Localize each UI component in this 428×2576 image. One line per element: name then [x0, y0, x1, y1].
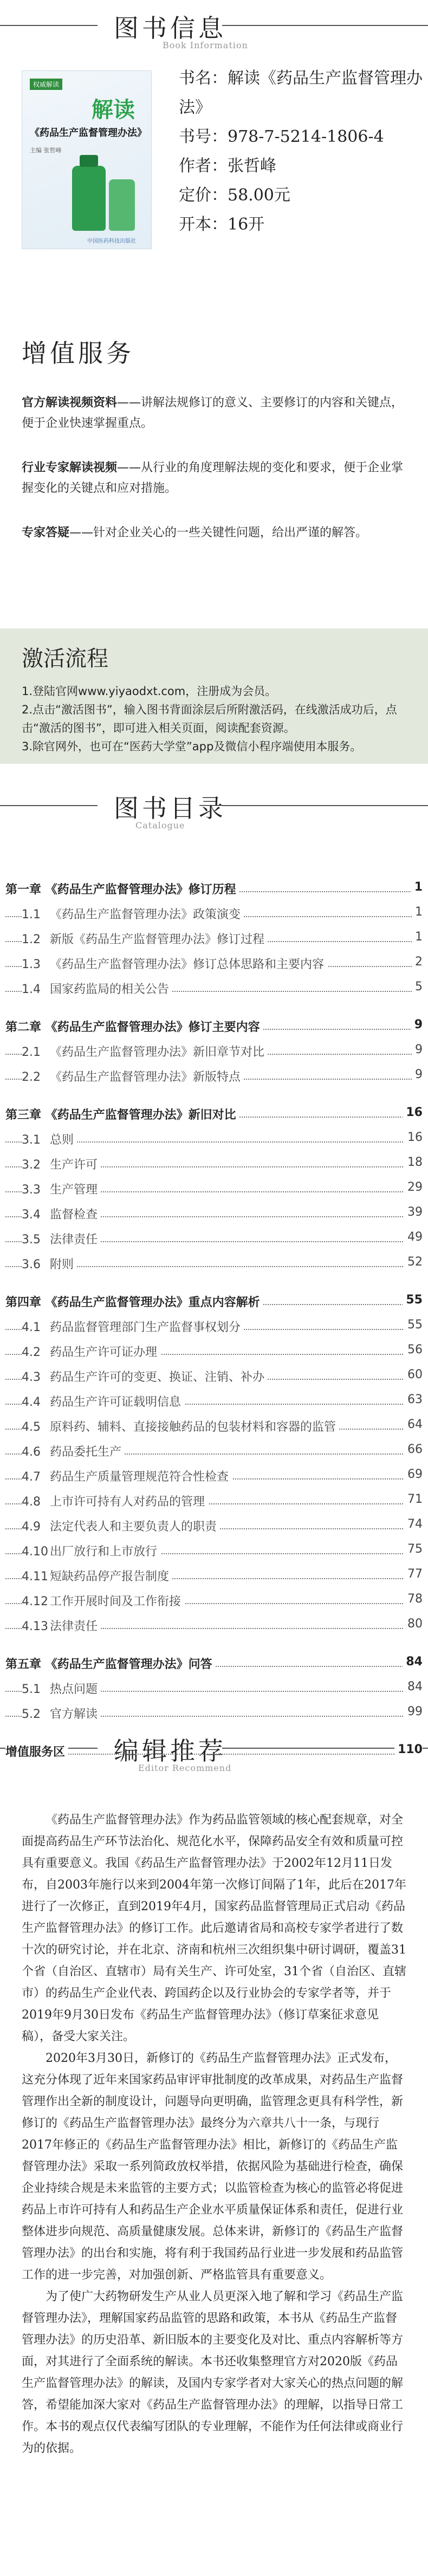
toc-entry-text: 生产许可: [50, 1158, 98, 1172]
editor-title: 编辑推荐: [114, 1736, 226, 1766]
toc-page-number: 18: [404, 1156, 423, 1169]
toc-section-row: [5, 1512, 423, 1537]
toc-page-number: 49: [404, 1230, 423, 1244]
toc-page-number: 63: [404, 1393, 423, 1406]
toc-page-number: 1: [411, 880, 423, 894]
toc-entry-number: 1.3: [22, 958, 41, 971]
toc-section-row: [5, 1225, 423, 1250]
toc-entry-number: 4.10: [22, 1545, 48, 1559]
toc-page-number: 5: [412, 980, 423, 994]
toc-entry-title: [22, 1205, 101, 1222]
toc-page-number: 16: [403, 1106, 423, 1119]
toc-page-number: 55: [404, 1318, 423, 1332]
toc-page-number: 84: [404, 1680, 423, 1693]
header-line-right: [222, 805, 428, 806]
toc-entry-title: [5, 1106, 239, 1122]
toc-chapter-row: [5, 1650, 423, 1675]
toc-section-row: [5, 1037, 423, 1062]
toc-section-row: [5, 1675, 423, 1699]
value-item-text: ——针对企业关心的一些关键性问题，给出严谨的解答。: [69, 526, 368, 540]
toc-page-number: 9: [412, 1068, 423, 1081]
book-info-subtitle: Book Information: [163, 40, 248, 50]
value-item-label: 行业专家解读视频: [22, 461, 118, 475]
toc-entry-text: 工作开展时间及工作衔接: [50, 1595, 181, 1608]
toc-section-row: [5, 1537, 423, 1562]
toc-entry-title: [22, 1230, 101, 1247]
toc-entry-title: [22, 1542, 160, 1559]
toc-entry-title: [5, 1293, 263, 1310]
toc-entry-title: [5, 880, 239, 897]
toc-entry-text: 《药品生产监督管理办法》新旧章节对比: [50, 1046, 265, 1059]
toc-entry-title: [22, 1156, 101, 1172]
toc-subtitle: Catalogue: [135, 820, 185, 830]
toc-section-row: [5, 1587, 423, 1612]
toc-page-number: 64: [404, 1418, 423, 1431]
toc-list: [5, 875, 423, 1762]
toc-header: [0, 780, 428, 845]
toc-page-number: 29: [404, 1180, 423, 1194]
toc-entry-text: 药品委托生产: [50, 1445, 122, 1459]
toc-page-number: 39: [404, 1205, 423, 1219]
cover-title: 《药品生产监督管理办法》: [30, 127, 147, 139]
activation-box: [0, 628, 428, 764]
toc-entry-text: 监督检查: [50, 1208, 98, 1222]
activation-step-1: 1.登陆官网www.yiyaodxt.com，注册成为会员。: [22, 685, 277, 698]
toc-entry-title: [22, 1068, 244, 1085]
toc-entry-title: [22, 1418, 339, 1435]
toc-page-number: 60: [404, 1368, 423, 1381]
toc-section-row: [5, 1250, 423, 1275]
toc-section-row: [5, 975, 423, 1000]
toc-entry-number: 3.2: [22, 1158, 41, 1172]
toc-entry-number: 1.4: [22, 983, 41, 996]
toc-entry-title: [22, 1468, 232, 1484]
book-info-section: [0, 0, 428, 325]
toc-entry-number: 5.2: [22, 1708, 41, 1721]
toc-entry-title: [22, 1393, 184, 1410]
cover-jiedu: 解读: [92, 97, 135, 122]
toc-entry-text: 药品生产许可证办理: [50, 1346, 158, 1359]
toc-entry-number: 4.6: [22, 1445, 41, 1459]
toc-title: 图书目录: [114, 794, 226, 823]
toc-entry-title: [22, 1343, 160, 1360]
toc-entry-text: 法律责任: [50, 1620, 98, 1633]
toc-entry-title: [22, 1680, 101, 1697]
toc-section-row: [5, 1150, 423, 1175]
toc-section-row: [5, 1487, 423, 1512]
toc-section-row: [5, 1612, 423, 1637]
toc-section-row: [5, 925, 423, 950]
book-info-list: [179, 64, 428, 239]
value-item-label: 官方解读视频资料: [22, 396, 118, 410]
toc-entry-title: [22, 980, 172, 997]
toc-entry-number: 2.2: [22, 1070, 41, 1084]
toc-page-number: 80: [404, 1617, 423, 1631]
toc-entry-text: 法律责任: [50, 1233, 98, 1247]
toc-entry-text: 出厂放行和上市放行: [50, 1545, 158, 1559]
toc-page-number: 71: [404, 1493, 423, 1506]
toc-entry-text: 官方解读: [50, 1708, 98, 1721]
toc-entry-number: 3.3: [22, 1183, 41, 1197]
activation-title: 激活流程: [22, 646, 108, 671]
cover-publisher: 中国医药科技出版社: [87, 238, 136, 244]
toc-entry-text: 《药品生产监督管理办法》修订总体思路和主要内容: [50, 958, 325, 971]
toc-page-number: 1: [412, 930, 423, 944]
value-added-header: [0, 325, 428, 390]
toc-entry-text: 总则: [50, 1133, 74, 1147]
medicine-bottle-icon: [72, 166, 106, 231]
toc-page-number: 78: [404, 1592, 423, 1606]
toc-entry-title: [22, 1705, 101, 1722]
toc-page-number: 84: [403, 1655, 423, 1669]
toc-page-number: 99: [404, 1705, 423, 1718]
toc-page-number: 69: [404, 1468, 423, 1481]
toc-entry-text: 附则: [50, 1258, 74, 1271]
toc-entry-number: 1.1: [22, 908, 41, 922]
toc-section-row: [5, 1362, 423, 1387]
editor-paragraph: 2020年3月30日，新修订的《药品生产监督管理办法》正式发布，这充分体现了近年来国家药品审评审批制度的改革成果，对药品生产监督管理作出全新的制度设计，问题导向更明确，监管理念更具有科学性，新修订的《药品生产监督管理办法》最终分为六章共八十一条，与现行2017年修正的《药品生产监督管理办法》相比，新修订的《药品生产监督管理办法》采取一系列简政放权举措，依据风险为基础进行检查，确保企业持续合规是未来监管的主要方式；以监管检查为核心的监管必将促进药品上市许可持有人和药品生产企业水平质量保证体系和责任，促进行业整体进步向规范、高质量健康发展。总体来讲，新修订的《药品生产监督管理办法》的出台和实施，将有利于我国药品行业进一步发展和药品监管工作的进一步完善，对加强创新、严格监管具有重要意义。: [22, 2052, 404, 2282]
toc-entry-text: 药品生产质量管理规范符合性检查: [50, 1470, 229, 1484]
toc-entry-title: [22, 1318, 244, 1335]
toc-entry-title: [22, 1443, 125, 1459]
toc-chapter-row: [5, 1013, 423, 1037]
toc-chapter-row: [5, 875, 423, 900]
toc-entry-number: 4.12: [22, 1595, 48, 1608]
toc-entry-text: 法定代表人和主要负责人的职责: [50, 1520, 217, 1534]
toc-section-row: [5, 1175, 423, 1200]
value-added-title: 增值服务: [22, 339, 134, 368]
toc-entry-text: 第三章 《药品生产监督管理办法》新旧对比: [5, 1108, 236, 1122]
toc-entry-text: 《药品生产监督管理办法》政策演变: [50, 908, 241, 922]
toc-entry-number: 4.9: [22, 1520, 41, 1534]
value-item-label: 专家答疑: [22, 526, 70, 540]
toc-page-number: 9: [411, 1018, 423, 1031]
toc-entry-text: 第四章 《药品生产监督管理办法》重点内容解析: [5, 1296, 260, 1309]
toc-section-row: [5, 1125, 423, 1150]
toc-entry-text: 新版《药品生产监督管理办法》修订过程: [50, 933, 265, 946]
toc-page-number: 74: [404, 1517, 423, 1531]
book-author-field: 作者：张哲峰: [179, 157, 276, 176]
book-info-header: [0, 0, 428, 65]
toc-entry-number: 4.4: [22, 1396, 41, 1409]
toc-page-number: 52: [404, 1255, 423, 1269]
toc-entry-text: 第五章 《药品生产监督管理办法》问答: [5, 1658, 212, 1671]
editor-paragraph: 为了使广大药物研发生产从业人员更深入地了解和学习《药品生产监督管理办法》，理解国家药品监管的思路和政策，本书从《药品生产监督管理办法》的历史沿革、新旧版本的主要变化及对比、重点内容解析等方面，对其进行了全面系统的解读。本书还收集整理官方对2020版《药品生产监督管理办法》的解读，及国内专家学者对大家关心的热点问题的解答，希望能加深大家对《药品生产监督管理办法》的理解，以指导日常工作。本书的观点仅代表编写团队的专业理解，不能作为任何法律或商业行为的依据。: [22, 2290, 404, 2455]
toc-page-number: 9: [412, 1043, 423, 1056]
value-added-section: [0, 325, 428, 628]
toc-entry-text: 第一章 《药品生产监督管理办法》修订历程: [5, 883, 236, 897]
header-line-left: [0, 25, 98, 26]
toc-entry-number: 5.1: [22, 1683, 41, 1696]
toc-entry-number: 3.5: [22, 1233, 41, 1247]
editor-body: [22, 1809, 406, 2460]
book-info-title: 图书信息: [114, 14, 226, 43]
toc-entry-title: [22, 1592, 184, 1609]
toc-entry-title: [22, 1255, 77, 1272]
toc-section-row: [5, 950, 423, 975]
toc-entry-number: 4.1: [22, 1321, 41, 1334]
activation-step-3: 3.除官网外，也可在“医药大学堂”app及微信小程序端使用本服务。: [22, 740, 362, 753]
toc-chapter-row: [5, 1288, 423, 1313]
header-line-left: [0, 805, 98, 806]
toc-section-row: [5, 1062, 423, 1087]
book-format-field: 开本：16开: [179, 215, 265, 234]
book-price-field: 定价：58.00元: [179, 186, 290, 205]
toc-section-row: [5, 1200, 423, 1225]
toc-entry-title: [22, 1617, 101, 1634]
toc-page-number: 66: [404, 1443, 423, 1456]
cover-author: 主编 张哲峰: [30, 147, 62, 154]
toc-entry-number: 3.6: [22, 1258, 41, 1271]
header-line-right: [222, 25, 428, 26]
toc-entry-title: [22, 930, 268, 947]
toc-entry-text: 上市许可持有人对药品的管理: [50, 1495, 205, 1509]
toc-page-number: 110: [394, 1743, 423, 1756]
toc-entry-number: 4.5: [22, 1420, 41, 1434]
toc-section-row: [5, 900, 423, 925]
toc-entry-title: [22, 1517, 220, 1534]
toc-page-number: 16: [404, 1131, 423, 1144]
toc-section-row: [5, 1562, 423, 1587]
editor-paragraph: 《药品生产监督管理办法》作为药品监管领域的核心配套规章，对全面提高药品生产环节法治化、规范化水平，保障药品安全有效和质量可控具有重要意义。我国《药品生产监督管理办法》于2002年12月11日发布，自2003年施行以来到2004年第一次修订间隔了1年，此后在2017年进行了一次修正，直到2019年4月，国家药品监督管理局正式启动《药品生产监督管理办法》的修订工作。此后邀请省局和高校专家学者进行了数十次的研究讨论，并在北京、济南和杭州三次组织集中研讨调研，覆盖31个省（自治区、直辖市）局有关生产、许可处室，31个省（自治区、直辖市）的药品生产企业代表、跨国药企以及行业协会的专家学者等，并于2019年9月30日发布《药品生产监督管理办法》（修订草案征求意见稿），备受大家关注。: [22, 1813, 406, 2043]
value-item-expert-video: [22, 458, 406, 499]
toc-section-row: [5, 1462, 423, 1487]
toc-entry-text: 生产管理: [50, 1183, 98, 1197]
toc-entry-number: 4.7: [22, 1470, 41, 1484]
toc-section-row: [5, 1387, 423, 1412]
toc-entry-title: [22, 905, 244, 922]
toc-entry-text: 《药品生产监督管理办法》新版特点: [50, 1070, 241, 1084]
toc-entry-number: 4.2: [22, 1346, 41, 1359]
toc-entry-text: 第二章 《药品生产监督管理办法》修订主要内容: [5, 1021, 260, 1034]
toc-page-number: 77: [404, 1567, 423, 1581]
toc-entry-title: [22, 1368, 268, 1385]
toc-section-row: [5, 1437, 423, 1462]
toc-entry-number: 3.4: [22, 1208, 41, 1222]
toc-section-row: [5, 1412, 423, 1437]
toc-entry-text: 药品监督管理部门生产监督事权划分: [50, 1321, 241, 1334]
toc-entry-title: [22, 1043, 268, 1060]
toc-entry-title: [5, 1655, 216, 1672]
toc-entry-number: 3.1: [22, 1133, 41, 1147]
value-item-text: ——从行业的角度理解法规的变化和要求，便于企业掌握变化的关键点和应对措施。: [22, 461, 404, 495]
toc-entry-number: 4.11: [22, 1570, 48, 1584]
activation-step-2: 2.点击“激活图书”，输入图书背面涂层后所附激活码，在线激活成功后，点击“激活的图书”，即可进入相关页面，阅读配套资源。: [22, 703, 397, 735]
toc-entry-text: 药品生产许可的变更、换证、注销、补办: [50, 1371, 265, 1384]
toc-page-number: 1: [412, 905, 423, 919]
toc-entry-text: 原料药、辅料、直接接触药品的包装材料和容器的监管: [50, 1420, 336, 1434]
toc-page-number: 55: [403, 1293, 423, 1307]
toc-page-number: 2: [412, 955, 423, 969]
toc-entry-title: [22, 955, 327, 972]
toc-entry-number: 4.3: [22, 1371, 41, 1384]
medicine-bottle-small-icon: [109, 179, 135, 231]
toc-entry-title: [22, 1493, 208, 1509]
toc-section-row: [5, 1313, 423, 1338]
toc-section-row: [5, 1699, 423, 1724]
toc-page-number: 75: [404, 1542, 423, 1556]
editor-subtitle: Editor Recommend: [138, 1763, 232, 1773]
toc-page-number: 56: [404, 1343, 423, 1357]
toc-entry-text: 短缺药品停产报告制度: [50, 1570, 170, 1584]
book-isbn-field: 书号：978-7-5214-1806-4: [179, 127, 384, 146]
toc-entry-text: 国家药监局的相关公告: [50, 983, 170, 996]
toc-entry-title: [22, 1131, 77, 1147]
toc-entry-title: [5, 1018, 263, 1035]
toc-entry-number: 4.13: [22, 1620, 48, 1633]
toc-entry-text: 药品生产许可证载明信息: [50, 1396, 181, 1409]
toc-entry-number: 4.8: [22, 1495, 41, 1509]
book-title-field: 书名：解读《药品生产监督管理办法》: [179, 69, 423, 117]
toc-entry-number: 1.2: [22, 933, 41, 946]
value-item-expert-qa: [22, 523, 406, 543]
toc-entry-text: 增值服务区: [5, 1746, 66, 1759]
value-item-text: ——讲解法规修订的意义、主要修订的内容和关键点，便于企业快速掌握重点。: [22, 396, 404, 430]
book-cover: [22, 70, 152, 249]
toc-entry-title: [5, 1743, 68, 1760]
cover-tag: 权威解读: [30, 79, 62, 90]
toc-entry-title: [22, 1180, 101, 1197]
toc-entry-number: 2.1: [22, 1046, 41, 1059]
toc-entry-title: [22, 1567, 172, 1584]
value-item-official-video: [22, 393, 406, 434]
toc-section-row: [5, 1338, 423, 1362]
toc-entry-text: 热点问题: [50, 1683, 98, 1696]
toc-chapter-row: [5, 1100, 423, 1125]
